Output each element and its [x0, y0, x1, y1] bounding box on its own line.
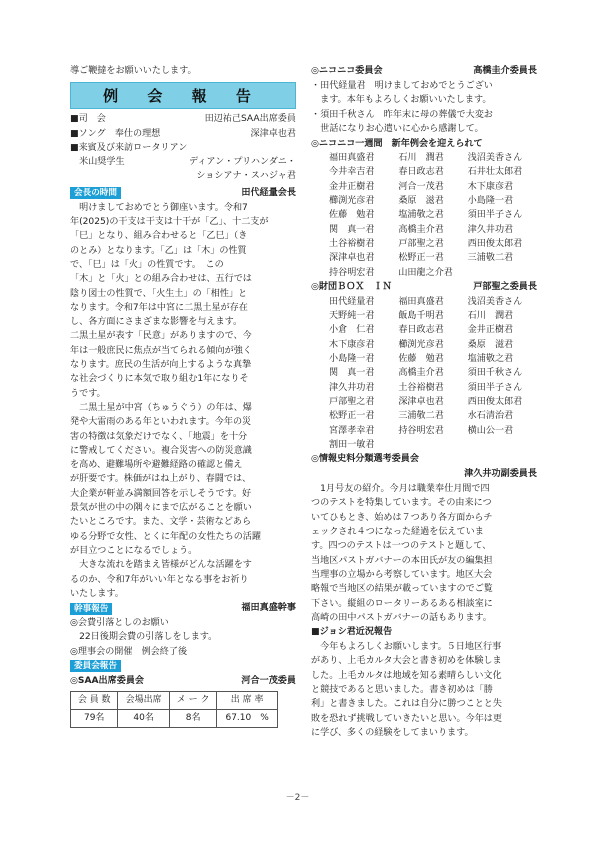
- text-line: が目立つことになるでしょう。: [70, 545, 198, 556]
- text-line: 当地区パストガバナーの本田氏が友の編集担: [311, 555, 493, 566]
- member-name: 松野正一君: [398, 253, 444, 264]
- member-name: 石井壮太郎君: [467, 167, 523, 178]
- member-name: 須田半子さん: [467, 382, 523, 393]
- member-name: 津久井功君: [467, 224, 514, 235]
- text-line: な社会づくりに本気で取り組む1年になりそ: [70, 374, 249, 385]
- text-line: のとみ）となります。「乙」は「木」の性質: [70, 245, 247, 256]
- name-row: [311, 323, 537, 337]
- member-name: 木下康彦君: [467, 181, 514, 192]
- member-name: 戸部聖之君: [329, 396, 375, 407]
- name-row: [311, 295, 537, 309]
- member-name: 割田一敏君: [329, 439, 375, 450]
- text-line: 略報で当地区の結果が載っていますのでご覧: [311, 584, 493, 595]
- secretary-message: [70, 616, 296, 659]
- member-name: 福田真盛君: [398, 296, 444, 307]
- member-name: 小倉 仁君: [329, 325, 375, 336]
- member-name: 土谷裕樹君: [398, 382, 444, 393]
- text-line: し、各方面にさまざまな影響を与えます。: [70, 317, 243, 328]
- attendance-header-row: [71, 691, 278, 709]
- text-line: に学び、多くの経験をしてまいります。: [311, 727, 474, 738]
- text-line: 利」と書きました。これは自分に勝つことと失: [311, 699, 502, 710]
- info-value: ショシアナ・スハジャ君: [196, 171, 296, 182]
- value-cell: 40名: [118, 709, 170, 727]
- name-row: [311, 424, 537, 438]
- text-line: ゆる分野で女性、とくに年配の女性たちの活躍: [70, 531, 261, 542]
- text-line: 世話になりお心遣いに心から感謝して。: [311, 123, 484, 134]
- text-line: ・田代経量君 明けましておめでとうござい: [311, 81, 493, 91]
- member-name: [468, 266, 537, 280]
- name-row: [311, 395, 537, 409]
- text-line: と競技であると思いました。書き初めは「勝: [311, 684, 493, 695]
- text-line: 下さい。縦組のロータリーあるある相談室に: [311, 598, 493, 609]
- name-row: [311, 151, 537, 165]
- member-name: 三浦敬二君: [398, 411, 444, 422]
- member-name: 土谷裕樹君: [329, 238, 375, 249]
- president-name: 田代経量会長: [241, 188, 296, 199]
- info-value: ディアン・プリハンダニ・: [188, 157, 296, 168]
- text-line: なります。庶民の生活が向上するような真摯: [70, 360, 252, 371]
- member-name: 金井正樹君: [329, 181, 375, 192]
- member-name: 須田千秋さん: [467, 368, 523, 379]
- member-name: 戸部聖之君: [398, 238, 444, 249]
- name-row: [311, 366, 537, 380]
- text-line: 「木」と「火」との組み合わせは、五行では: [70, 274, 252, 285]
- member-name: 山田龍之介君: [398, 267, 453, 278]
- text-line: 年は一般庶民に焦点が当てられる傾向が強く: [70, 345, 252, 356]
- member-name: [398, 438, 467, 452]
- text-line: 今年もよろしくお願いします。５日地区行事: [311, 642, 502, 653]
- name-row: [311, 208, 537, 222]
- name-row: [311, 223, 537, 237]
- name-row: [311, 180, 537, 194]
- text-line: があり、上毛カルタ大会と書き初めを体験しま: [311, 656, 502, 667]
- text-line: 景気が世の中の隅々にまで広がることを願い: [70, 503, 252, 514]
- text-line: 二黒土星が表す「民意」がありますので、今: [70, 331, 252, 342]
- member-name: 天野純一君: [329, 311, 375, 322]
- member-name: 須田半子さん: [467, 210, 523, 221]
- text-line: るのか、令和7年がいい年となる事をお祈り: [70, 574, 249, 585]
- member-name: 高橋圭介君: [398, 368, 444, 379]
- niko-week-names: [311, 151, 537, 280]
- header-cell: メ ー ク: [169, 691, 216, 709]
- member-name: 持谷明宏君: [398, 425, 444, 436]
- text-line: つのテストを特集しています。その由来につ: [311, 498, 492, 509]
- text-line: 発や大雷雨のある年といわれます。今年の災: [70, 417, 252, 428]
- text-line: 敗を恐れず挑戦していきたいと思い。今年は更: [311, 713, 502, 724]
- member-name: 田代経量君: [329, 296, 375, 307]
- text-line: を高め、避難場所や避難経路の確認と備え: [70, 460, 243, 471]
- name-row: [311, 251, 537, 265]
- left-column: [70, 64, 296, 728]
- name-row: [311, 309, 537, 323]
- name-row: [311, 338, 537, 352]
- info-row: [70, 155, 296, 169]
- secretary-tag: 幹事報告: [70, 603, 112, 615]
- name-row: [311, 409, 537, 423]
- text-line: ・須田千秋さん 昨年末に母の葬儀で大変お: [311, 109, 493, 120]
- president-tag: 会長の時間: [70, 187, 121, 199]
- member-name: 松野正一君: [329, 411, 375, 422]
- info-row: [70, 169, 296, 183]
- name-row: [311, 438, 537, 452]
- text-line: 二黒土星が中宮（ちゅうぐう）の年は、爆: [70, 402, 252, 413]
- text-line: で、「巳」は「火」の性質です。 この: [70, 259, 224, 270]
- box-names: [311, 295, 537, 452]
- saa-name: 河合一茂委員: [241, 676, 296, 687]
- name-row: [311, 352, 537, 366]
- box-name: 戸部聖之委員長: [473, 282, 537, 293]
- member-name: 持谷明宏君: [329, 267, 375, 278]
- president-header: [70, 186, 296, 201]
- name-row: [311, 381, 537, 395]
- saa-header: [70, 674, 296, 689]
- member-name: 金井正樹君: [467, 325, 514, 336]
- member-name: 水石清治君: [467, 411, 514, 422]
- joshi-title: ■ジョシ君近況報告: [311, 627, 393, 638]
- joshi-header: [311, 625, 537, 640]
- name-row: [311, 194, 537, 208]
- info-value: 深津卓也君: [250, 128, 296, 139]
- text-line: した。上毛カルタは地域を知る素晴らしい文化: [311, 670, 502, 681]
- info-label: ■ソング 奉仕の理想: [70, 128, 161, 139]
- member-name: 宮澤孝幸君: [329, 425, 375, 436]
- intro-text: 導ご鞭撻をお願いいたします。: [70, 66, 197, 76]
- text-line: ます。本年もよろしくお願いいたします。: [311, 95, 492, 106]
- text-line: いてひもとき、始めは７つあり各方面からチ: [311, 512, 493, 523]
- header-cell: 会場出席: [118, 691, 170, 709]
- name-row: [311, 237, 537, 251]
- member-name: 西田俊太郎君: [467, 396, 523, 407]
- member-name: 飯島千明君: [398, 311, 444, 322]
- member-name: 深津卓也君: [398, 396, 444, 407]
- info-row: [70, 141, 296, 155]
- info-committee-name: 津久井功副委員長: [464, 469, 537, 480]
- text-line: 年(2025)の干支は干支は十干が「乙」、十二支が: [70, 217, 269, 228]
- text-line: 1月号友の紹介。今月は職業奉仕月間で四: [311, 484, 490, 495]
- member-name: 浅沼美香さん: [467, 153, 523, 164]
- info-label: 米山奨学生: [70, 157, 125, 168]
- member-name: 櫛渕光彦君: [398, 339, 444, 350]
- niko-committee-name: 高橋圭介委員長: [473, 66, 537, 77]
- text-line: ェックされ４つになった経過を伝えていま: [311, 527, 484, 538]
- value-cell: 67.10 %: [217, 709, 278, 727]
- president-message: [70, 201, 296, 601]
- member-name: 塩浦敬之君: [398, 210, 444, 221]
- member-name: 佐藤 勉君: [329, 210, 375, 221]
- right-column: [311, 64, 537, 740]
- niko-committee-header: [311, 64, 537, 79]
- box-header: [311, 280, 537, 295]
- banner-title: 例 会 報 告: [103, 86, 263, 105]
- member-name: 浅沼美香さん: [467, 296, 523, 307]
- member-name: 桑原 滋君: [467, 339, 514, 350]
- box-title: ◎財団ＢＯＸ ＩＮ: [311, 282, 392, 293]
- value-cell: 79名: [71, 709, 118, 727]
- member-name: 三浦敬二君: [467, 253, 514, 264]
- niko-week-title: ◎ニコニコ一週間 新年例会を迎えられて: [311, 138, 483, 149]
- text-line: なります。令和7年は中宮に二黒土星が存在: [70, 302, 248, 313]
- member-name: 高橋圭介君: [398, 224, 444, 235]
- text-line: 当理事の立場から考察しています。地区大会: [311, 569, 493, 580]
- secretary-header: [70, 601, 296, 616]
- text-line: 高崎の田中パストガバナーの話もあります。: [311, 612, 492, 623]
- member-name: 河合一茂君: [398, 181, 444, 192]
- niko-committee-title: ◎ニコニコ委員会: [311, 66, 383, 77]
- joshi-message: [311, 640, 537, 740]
- header-cell: 会 員 数: [71, 691, 118, 709]
- header-cell: 出 席 率: [217, 691, 278, 709]
- name-row: [311, 165, 537, 179]
- text-line: 大企業が軒並み満額回答を示しそうです。好: [70, 488, 252, 499]
- text-line: 陰り図士の性質で、「火生土」の「相性」と: [70, 288, 248, 299]
- member-name: 櫛渕光彦君: [329, 196, 375, 207]
- member-name: 春日政志君: [398, 167, 444, 178]
- info-row: [70, 127, 296, 141]
- text-line: 「巳」となり、組み合わせると「乙巳」（き: [70, 231, 248, 242]
- text-line: ◎会費引落としのお願い: [70, 618, 169, 629]
- member-name: 佐藤 勉君: [398, 354, 444, 365]
- info-label: ■司 会: [70, 114, 106, 125]
- info-committee-message: [311, 482, 537, 625]
- member-name: 関 真一君: [329, 224, 375, 235]
- text-line: たいところです。また、文学・芸術などあら: [70, 517, 252, 528]
- info-row: [70, 112, 296, 126]
- member-name: [468, 438, 537, 452]
- meeting-report-banner: [70, 82, 296, 109]
- text-line: す。四つのテストは一つのテストと題して、: [311, 541, 492, 552]
- info-committee-title: ◎情報史料分類選考委員会: [311, 454, 419, 465]
- text-line: 害の特徴は気象だけでなく、「地震」を十分: [70, 431, 248, 442]
- member-name: 石川 潤君: [398, 153, 444, 164]
- text-line: ◎理事会の開催 例会終了後: [70, 646, 188, 657]
- name-row: [311, 266, 537, 280]
- member-name: 深津卓也君: [329, 253, 375, 264]
- page-number: －2－: [285, 793, 310, 803]
- value-cell: 8名: [169, 709, 216, 727]
- committee-header: [70, 659, 296, 674]
- info-committee-name-row: [311, 467, 537, 482]
- text-line: 明けましておめでとう御座います。令和7: [70, 202, 248, 213]
- niko-week-header: [311, 136, 537, 151]
- member-name: 石川 潤君: [467, 311, 514, 322]
- member-name: 津久井功君: [329, 382, 375, 393]
- attendance-value-row: [71, 709, 278, 727]
- text-line: いたします。: [70, 588, 124, 599]
- text-line: に警戒してください。複合災害への防災意識: [70, 445, 252, 456]
- member-name: 今井幸吉君: [329, 167, 375, 178]
- text-line: が肝要です。株価がはね上がり、春闘では、: [70, 474, 252, 485]
- member-name: 横山公一君: [467, 425, 514, 436]
- member-name: 小島隆一君: [467, 196, 514, 207]
- member-name: 塩浦敬之君: [467, 354, 514, 365]
- committee-tag: 委員会報告: [70, 660, 121, 672]
- member-name: 春日政志君: [398, 325, 444, 336]
- member-name: 関 真一君: [329, 368, 375, 379]
- member-name: 福田真盛君: [329, 153, 375, 164]
- secretary-name: 福田真盛幹事: [241, 603, 296, 614]
- niko-committee-message: [311, 79, 537, 136]
- member-name: 桑原 滋君: [398, 196, 444, 207]
- text-line: 22日後期会費の引落しをします。: [70, 632, 218, 643]
- member-name: 小島隆一君: [329, 354, 375, 365]
- info-value: 田辺祐己SAA出席委員: [204, 114, 296, 125]
- text-line: 大きな流れを踏まえ皆様がどんな活躍をす: [70, 560, 252, 571]
- saa-title: ◎SAA出席委員会: [70, 676, 145, 687]
- info-committee-header: [311, 452, 537, 467]
- meeting-info-list: [70, 112, 296, 183]
- attendance-table: [70, 691, 278, 728]
- info-label: ■来賓及び来訪ロータリアン: [70, 142, 188, 153]
- text-line: うです。: [70, 388, 106, 399]
- member-name: 木下康彦君: [329, 339, 375, 350]
- member-name: 西田俊太郎君: [467, 238, 523, 249]
